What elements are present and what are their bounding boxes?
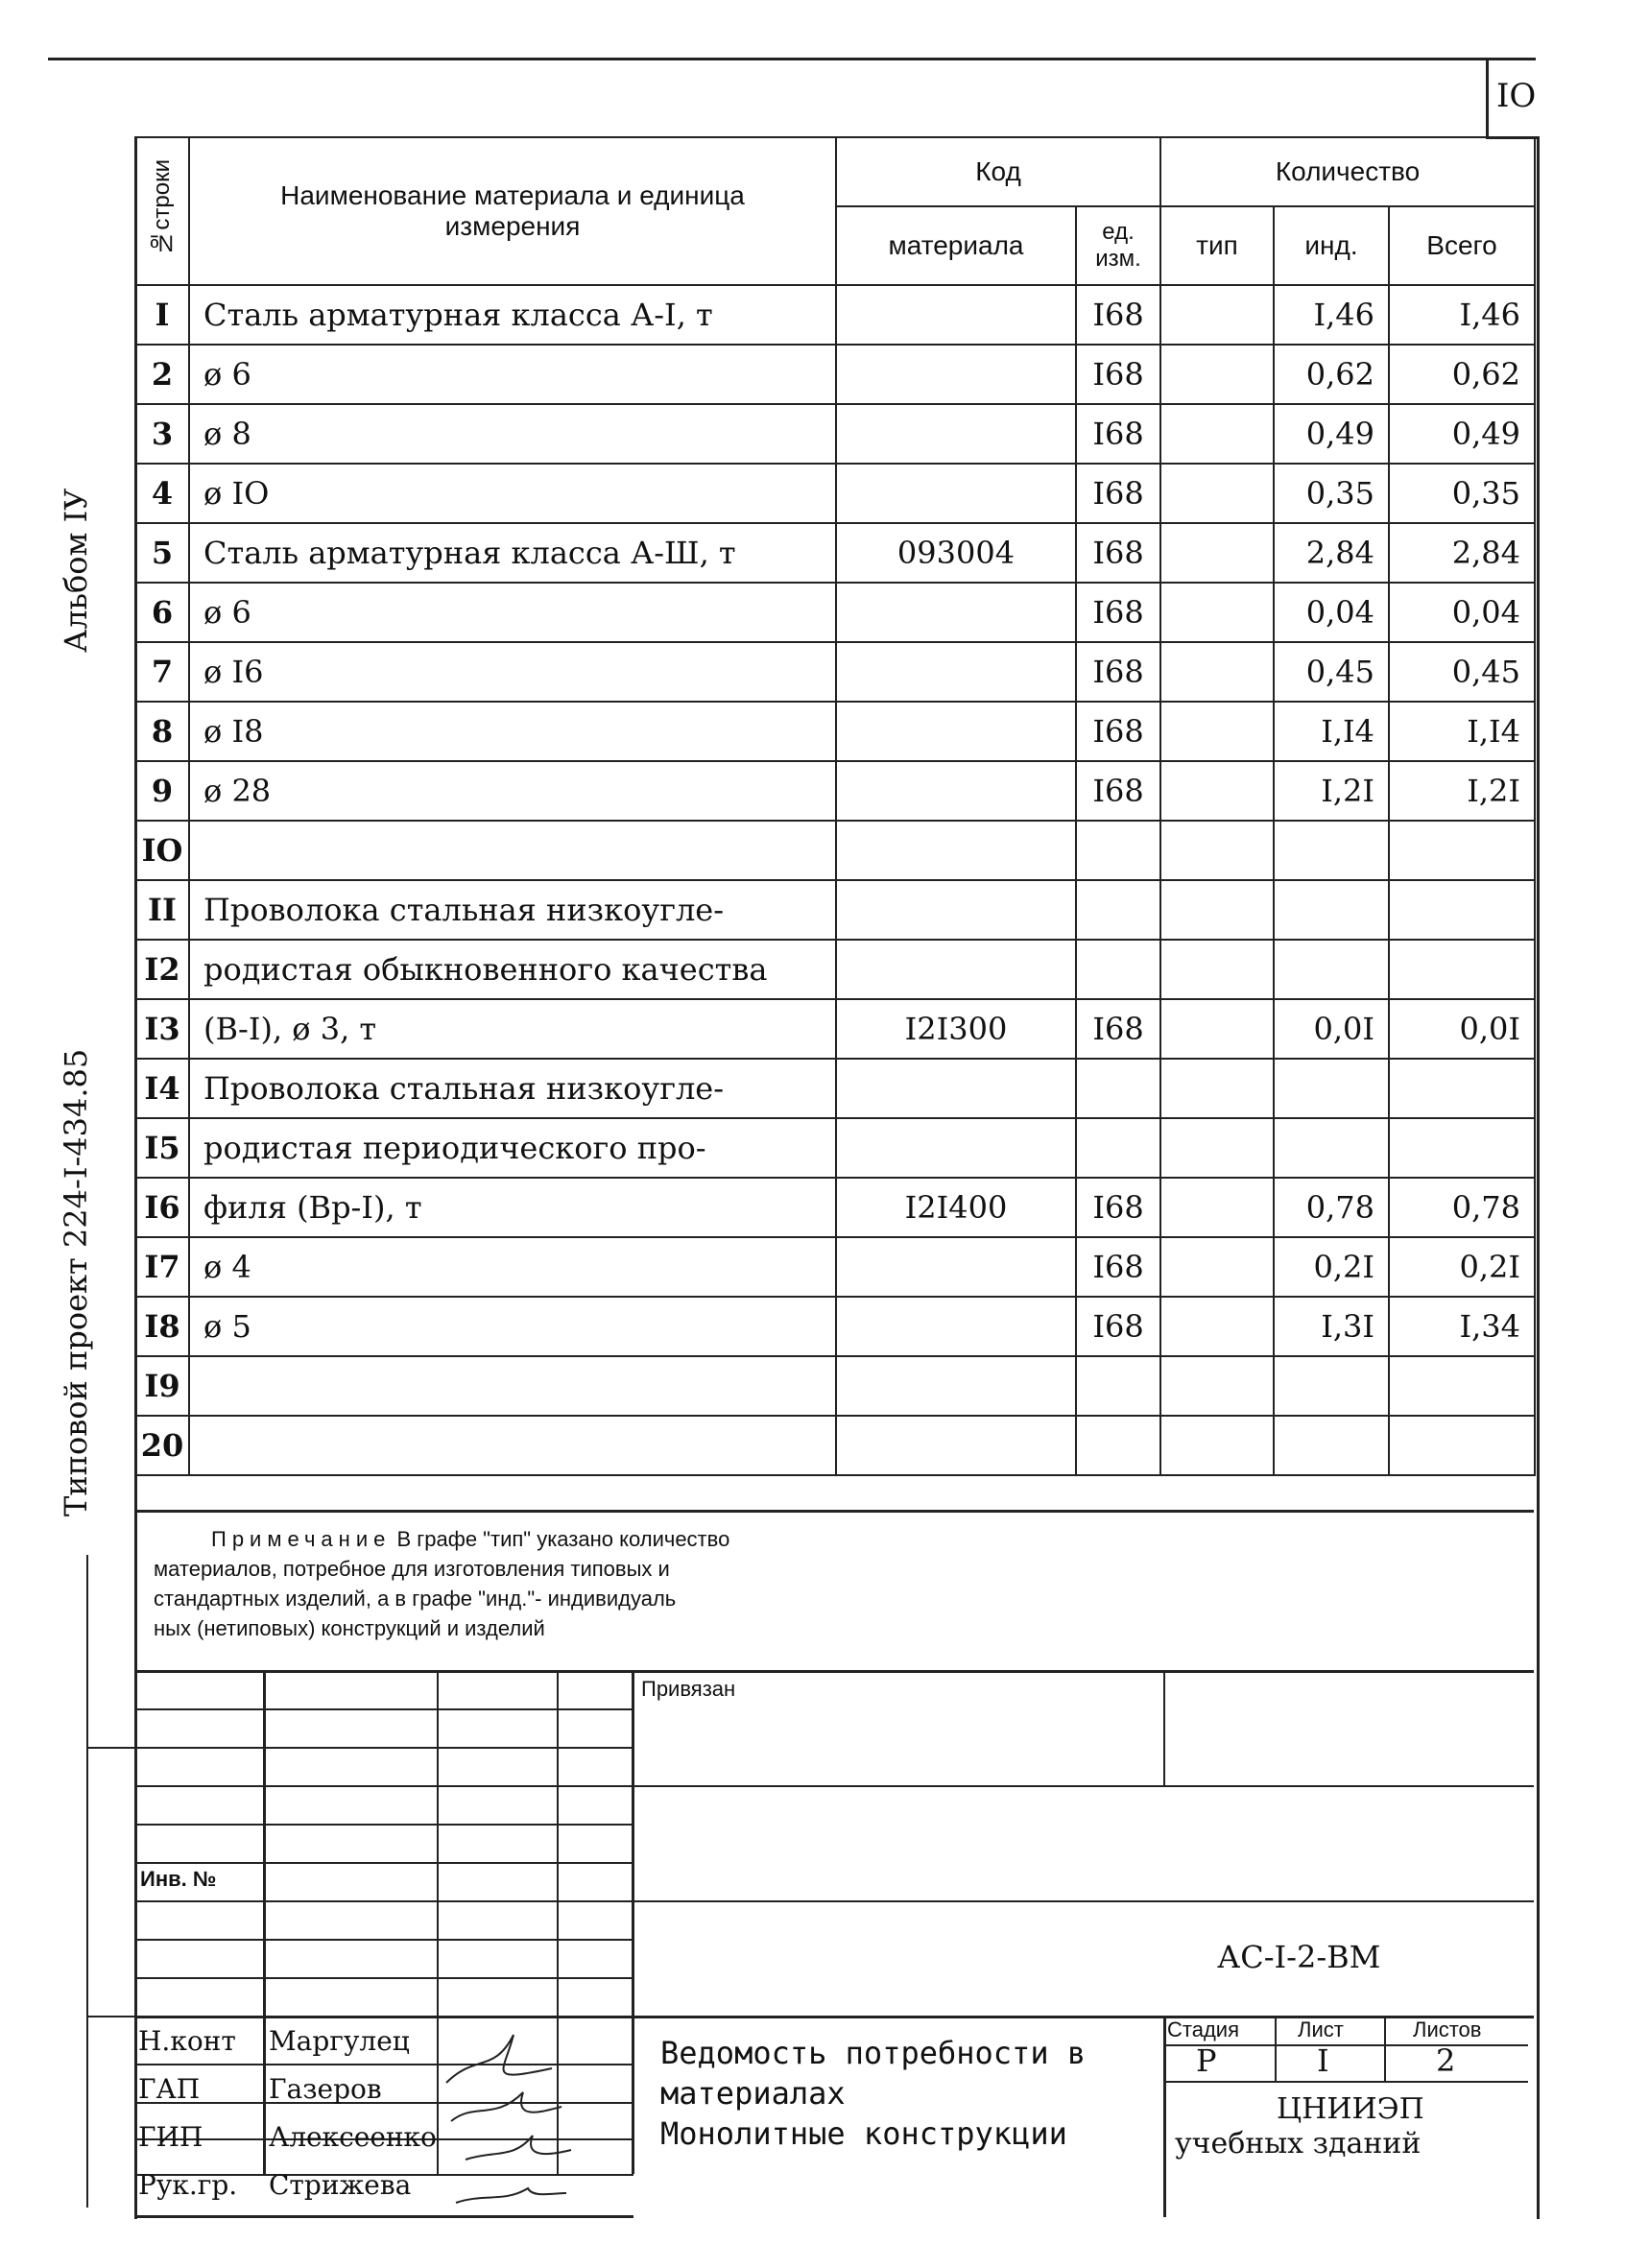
unit-code: I68 <box>1076 523 1160 583</box>
qty-type <box>1160 761 1274 821</box>
qty-total: I,34 <box>1389 1297 1535 1356</box>
material-code <box>836 1118 1076 1178</box>
table-row <box>135 940 1535 999</box>
table-row <box>135 880 1535 940</box>
row-number: I7 <box>135 1237 189 1297</box>
stamp-top-rule <box>134 1670 1534 1673</box>
table-row <box>135 1356 1535 1416</box>
qty-ind: I,2I <box>1274 761 1389 821</box>
stamp-grid-line <box>134 1900 1534 1902</box>
material-code <box>836 1297 1076 1356</box>
qty-group-header: Количество <box>1160 137 1535 206</box>
material-name: ø 4 <box>189 1237 836 1297</box>
project-label: Типовой проект 224-I-434.85 <box>58 1048 94 1516</box>
material-code: 093004 <box>836 523 1076 583</box>
qty-type <box>1160 1118 1274 1178</box>
sheet-label: Лист <box>1298 2017 1344 2041</box>
table-row <box>135 1118 1535 1178</box>
table-row <box>135 1059 1535 1118</box>
table-bottom-rule <box>134 1510 1534 1513</box>
row-number: I3 <box>135 999 189 1059</box>
qty-total: 0,35 <box>1389 464 1535 523</box>
table-row <box>135 702 1535 761</box>
stamp-grid-line <box>134 1977 633 1979</box>
row-number: 6 <box>135 583 189 642</box>
material-name: родистая периодического про- <box>189 1118 836 1178</box>
qty-total <box>1389 880 1535 940</box>
material-name: ø 5 <box>189 1297 836 1356</box>
row-number: 20 <box>135 1416 189 1475</box>
qty-type <box>1160 1237 1274 1297</box>
unit-code: I68 <box>1076 583 1160 642</box>
table-row <box>135 1237 1535 1297</box>
qty-total <box>1389 1059 1535 1118</box>
doc-code: АС-I-2-ВМ <box>1217 1939 1381 1975</box>
qty-total: I,46 <box>1389 285 1535 345</box>
qty-ind: I,3I <box>1274 1297 1389 1356</box>
stamp-grid-line <box>1163 2081 1528 2083</box>
qty-total: I,I4 <box>1389 702 1535 761</box>
qty-type <box>1160 1356 1274 1416</box>
sheet-number-box <box>1486 60 1537 139</box>
qty-ind <box>1274 821 1389 880</box>
row-number: 4 <box>135 464 189 523</box>
sheets-label: Листов <box>1413 2017 1482 2041</box>
material-code <box>836 880 1076 940</box>
unit-code <box>1076 821 1160 880</box>
signer-role: Рук.гр. <box>138 2169 238 2201</box>
qty-ind <box>1274 1059 1389 1118</box>
org-line-2: учебных зданий <box>1175 2127 1422 2161</box>
ind-header: инд. <box>1274 206 1389 285</box>
qty-total <box>1389 1356 1535 1416</box>
stamp-grid-line <box>1384 2016 1386 2081</box>
qty-type <box>1160 523 1274 583</box>
signatures-graphic <box>437 2016 581 2217</box>
stamp-grid-line <box>632 1670 634 2174</box>
material-name <box>189 821 836 880</box>
qty-ind: 0,78 <box>1274 1178 1389 1237</box>
material-code <box>836 583 1076 642</box>
total-header: Всего <box>1389 206 1535 285</box>
qty-type <box>1160 702 1274 761</box>
material-code <box>836 940 1076 999</box>
row-number: II <box>135 880 189 940</box>
table-row <box>135 464 1535 523</box>
stamp-grid-line <box>86 1555 88 2208</box>
inv-no-label: Инв. № <box>140 1867 217 1891</box>
table-row <box>135 1178 1535 1237</box>
material-code: I2I300 <box>836 999 1076 1059</box>
qty-ind <box>1274 1416 1389 1475</box>
material-code <box>836 464 1076 523</box>
qty-total <box>1389 1416 1535 1475</box>
row-number: 9 <box>135 761 189 821</box>
stage-label: Стадия <box>1167 2017 1239 2041</box>
unit-code <box>1076 1118 1160 1178</box>
code-header: материала <box>836 206 1076 285</box>
unit-code: I68 <box>1076 285 1160 345</box>
material-code <box>836 1356 1076 1416</box>
qty-ind <box>1274 1118 1389 1178</box>
row-number: I9 <box>135 1356 189 1416</box>
qty-type <box>1160 1297 1274 1356</box>
material-name <box>189 1356 836 1416</box>
qty-total: 0,2I <box>1389 1237 1535 1297</box>
stage-value: Р <box>1196 2042 1217 2079</box>
material-name: Проволока стальная низкоугле- <box>189 880 836 940</box>
qty-type <box>1160 642 1274 702</box>
qty-ind: I,46 <box>1274 285 1389 345</box>
unit-code: I68 <box>1076 464 1160 523</box>
row-number: 3 <box>135 404 189 464</box>
qty-ind: 0,45 <box>1274 642 1389 702</box>
table-row <box>135 285 1535 345</box>
qty-total: 0,04 <box>1389 583 1535 642</box>
row-number: 2 <box>135 345 189 404</box>
signer-name: Маргулец <box>269 2025 410 2057</box>
unit-code: I68 <box>1076 642 1160 702</box>
unit-code <box>1076 880 1160 940</box>
title-line-2: материалах <box>660 2075 846 2112</box>
stamp-grid-line <box>134 1785 1534 1787</box>
row-number: 5 <box>135 523 189 583</box>
qty-total <box>1389 940 1535 999</box>
material-name <box>189 1416 836 1475</box>
qty-type <box>1160 583 1274 642</box>
table-row <box>135 523 1535 583</box>
qty-total <box>1389 821 1535 880</box>
qty-ind: I,I4 <box>1274 702 1389 761</box>
row-number: I8 <box>135 1297 189 1356</box>
material-code <box>836 404 1076 464</box>
signer-name: Стрижева <box>269 2169 412 2201</box>
table-row <box>135 404 1535 464</box>
sheet-value: I <box>1317 2042 1329 2079</box>
table-row <box>135 821 1535 880</box>
qty-total: 0,78 <box>1389 1178 1535 1237</box>
note-text-1: В графе "тип" указано количество <box>391 1527 730 1551</box>
qty-type <box>1160 345 1274 404</box>
qty-ind: 0,62 <box>1274 345 1389 404</box>
stamp-grid-line <box>86 2016 134 2017</box>
material-name: (В-I), ø 3, т <box>189 999 836 1059</box>
material-code <box>836 642 1076 702</box>
sheets-value: 2 <box>1436 2042 1456 2079</box>
material-code <box>836 821 1076 880</box>
unit-code <box>1076 940 1160 999</box>
title-line-3: Монолитные конструкции <box>660 2115 1067 2152</box>
material-name: ø I8 <box>189 702 836 761</box>
qty-ind: 0,49 <box>1274 404 1389 464</box>
qty-type <box>1160 821 1274 880</box>
note-lead: Примечание <box>211 1527 392 1551</box>
album-label: Альбом IУ <box>58 488 94 653</box>
material-name: филя (Вр-I), т <box>189 1178 836 1237</box>
unit-header: ед. изм. <box>1076 206 1160 285</box>
stamp-grid-line <box>1163 1670 1165 1785</box>
org-line-1: ЦНИИЭП <box>1277 2092 1424 2126</box>
stamp-grid-line <box>263 1670 266 2174</box>
qty-type <box>1160 999 1274 1059</box>
row-number: 8 <box>135 702 189 761</box>
header-row-1 <box>135 137 1535 206</box>
stamp-grid-line <box>134 1747 633 1749</box>
material-code <box>836 345 1076 404</box>
note-text-4: ных (нетиповых) конструкций и изделий <box>154 1616 545 1640</box>
unit-code <box>1076 1059 1160 1118</box>
qty-total: 0,49 <box>1389 404 1535 464</box>
top-rule <box>48 58 1536 60</box>
stamp-grid-line <box>134 1939 633 1941</box>
qty-ind <box>1274 880 1389 940</box>
table-row <box>135 1416 1535 1475</box>
material-code: I2I400 <box>836 1178 1076 1237</box>
stamp-grid-line <box>86 1747 134 1749</box>
row-number: I6 <box>135 1178 189 1237</box>
row-number: I2 <box>135 940 189 999</box>
table-row <box>135 583 1535 642</box>
row-number: 7 <box>135 642 189 702</box>
materials-table <box>134 136 1536 1476</box>
unit-code: I68 <box>1076 1297 1160 1356</box>
document-title <box>660 2033 1086 2154</box>
note-text-2: материалов, потребное для изготовления типовых и <box>154 1557 670 1581</box>
material-name: ø 6 <box>189 583 836 642</box>
qty-ind: 0,0I <box>1274 999 1389 1059</box>
row-no-header: №строки <box>135 137 189 285</box>
signer-role: Н.конт <box>138 2025 236 2057</box>
table-row <box>135 642 1535 702</box>
qty-type <box>1160 464 1274 523</box>
table-row <box>135 999 1535 1059</box>
material-name: Проволока стальная низкоугле- <box>189 1059 836 1118</box>
material-code <box>836 1059 1076 1118</box>
note-text-3: стандартных изделий, а в графе "инд."- индивидуаль <box>154 1587 677 1611</box>
qty-type <box>1160 940 1274 999</box>
qty-total: I,2I <box>1389 761 1535 821</box>
type-header: тип <box>1160 206 1274 285</box>
qty-ind <box>1274 940 1389 999</box>
unit-code: I68 <box>1076 345 1160 404</box>
material-name: Сталь арматурная класса А-I, т <box>189 285 836 345</box>
row-number: I <box>135 285 189 345</box>
material-code <box>836 1237 1076 1297</box>
material-code <box>836 761 1076 821</box>
material-name: ø I6 <box>189 642 836 702</box>
qty-type <box>1160 1178 1274 1237</box>
qty-type <box>1160 880 1274 940</box>
sheet-number: IO <box>1496 77 1537 115</box>
stamp-grid-line <box>1275 2016 1277 2081</box>
signer-name: Алексеенко <box>269 2121 437 2153</box>
table-row <box>135 761 1535 821</box>
stamp-grid-line <box>1163 2044 1528 2046</box>
material-name: ø IO <box>189 464 836 523</box>
unit-code: I68 <box>1076 404 1160 464</box>
qty-total: 0,45 <box>1389 642 1535 702</box>
stamp-grid-line <box>134 1708 633 1710</box>
title-line-1: Ведомость потребности в <box>660 2035 1087 2071</box>
material-code <box>836 285 1076 345</box>
qty-ind: 0,2I <box>1274 1237 1389 1297</box>
table-row <box>135 345 1535 404</box>
qty-type <box>1160 1416 1274 1475</box>
stamp-grid-line <box>134 1862 633 1864</box>
qty-total <box>1389 1118 1535 1178</box>
material-name: родистая обыкновенного качества <box>189 940 836 999</box>
row-number: I5 <box>135 1118 189 1178</box>
unit-code <box>1076 1356 1160 1416</box>
table-row <box>135 1297 1535 1356</box>
material-name: ø 6 <box>189 345 836 404</box>
qty-ind: 0,35 <box>1274 464 1389 523</box>
note-block <box>154 1524 1497 1643</box>
name-header: Наименование материала и единица измерения <box>189 137 836 285</box>
signer-role: ГИП <box>138 2121 203 2153</box>
signer-name: Газеров <box>269 2073 382 2105</box>
material-code <box>836 702 1076 761</box>
qty-ind: 2,84 <box>1274 523 1389 583</box>
signer-role: ГАП <box>138 2073 201 2105</box>
unit-code: I68 <box>1076 761 1160 821</box>
qty-type <box>1160 285 1274 345</box>
material-code <box>836 1416 1076 1475</box>
qty-ind: 0,04 <box>1274 583 1389 642</box>
material-name: ø 28 <box>189 761 836 821</box>
unit-code: I68 <box>1076 702 1160 761</box>
qty-ind <box>1274 1356 1389 1416</box>
unit-code: I68 <box>1076 999 1160 1059</box>
unit-code: I68 <box>1076 1178 1160 1237</box>
unit-code <box>1076 1416 1160 1475</box>
qty-total: 2,84 <box>1389 523 1535 583</box>
stamp-grid-line <box>134 1824 633 1826</box>
qty-total: 0,0I <box>1389 999 1535 1059</box>
unit-code: I68 <box>1076 1237 1160 1297</box>
qty-type <box>1160 404 1274 464</box>
row-number: I4 <box>135 1059 189 1118</box>
row-number: IO <box>135 821 189 880</box>
privyazan-label: Привязан <box>641 1677 736 1701</box>
qty-type <box>1160 1059 1274 1118</box>
code-group-header: Код <box>836 137 1160 206</box>
qty-total: 0,62 <box>1389 345 1535 404</box>
material-name: Сталь арматурная класса А-Ш, т <box>189 523 836 583</box>
material-name: ø 8 <box>189 404 836 464</box>
